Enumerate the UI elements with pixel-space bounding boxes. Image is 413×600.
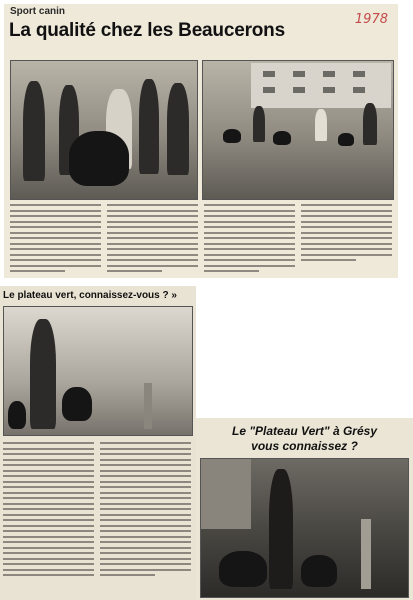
- article-headline: [196, 424, 413, 454]
- trophy-stand: [361, 519, 371, 589]
- section-kicker: Sport canin: [10, 6, 66, 17]
- person-figure: [363, 103, 377, 145]
- building-window: [353, 71, 365, 77]
- apartment-building: [251, 63, 391, 108]
- photo-man-with-dog: [3, 306, 193, 436]
- newspaper-clipping-plateau-vert: [0, 286, 196, 600]
- headline-line-2: vous connaissez ?: [251, 439, 358, 453]
- trophy-stand: [144, 383, 152, 429]
- building-window: [263, 71, 275, 77]
- person-figure: [30, 319, 56, 429]
- dog-figure: [69, 131, 129, 186]
- text-column: [100, 442, 191, 592]
- building-window: [263, 87, 275, 93]
- article-headline: La qualité chez les Beaucerons: [9, 20, 285, 41]
- building-window: [293, 71, 305, 77]
- dog-figure: [8, 401, 26, 429]
- building-window: [353, 87, 365, 93]
- dog-figure: [338, 133, 354, 146]
- text-column: [301, 204, 392, 274]
- dog-figure: [223, 129, 241, 143]
- building-window: [293, 87, 305, 93]
- newspaper-clipping-gresy: [196, 418, 413, 600]
- person-figure: [167, 83, 189, 175]
- text-column: [204, 204, 295, 274]
- building-window: [323, 87, 335, 93]
- article-headline: Le plateau vert, connaissez-vous ? »: [3, 290, 177, 301]
- dog-figure: [219, 551, 267, 587]
- handwritten-annotation: 1978: [354, 12, 388, 27]
- photo-group-with-dogs: [10, 60, 198, 200]
- dog-figure: [301, 555, 337, 587]
- person-figure: [139, 79, 159, 174]
- person-figure: [253, 106, 265, 142]
- kennel-wall: [201, 459, 251, 529]
- text-column: [10, 204, 101, 274]
- article-body-text: [3, 442, 191, 592]
- article-body-text: [10, 204, 392, 274]
- photo-man-with-dogs-kennel: [200, 458, 409, 598]
- person-figure: [315, 109, 327, 141]
- headline-line-1: Le "Plateau Vert" à Grésy: [231, 424, 377, 438]
- dog-figure: [273, 131, 291, 145]
- building-window: [323, 71, 335, 77]
- photo-dog-show-field: [202, 60, 394, 200]
- text-column: [107, 204, 198, 274]
- person-figure: [23, 81, 45, 181]
- newspaper-clipping-beaucerons: [4, 4, 398, 278]
- text-column: [3, 442, 94, 592]
- person-figure: [269, 469, 293, 589]
- dog-figure: [62, 387, 92, 421]
